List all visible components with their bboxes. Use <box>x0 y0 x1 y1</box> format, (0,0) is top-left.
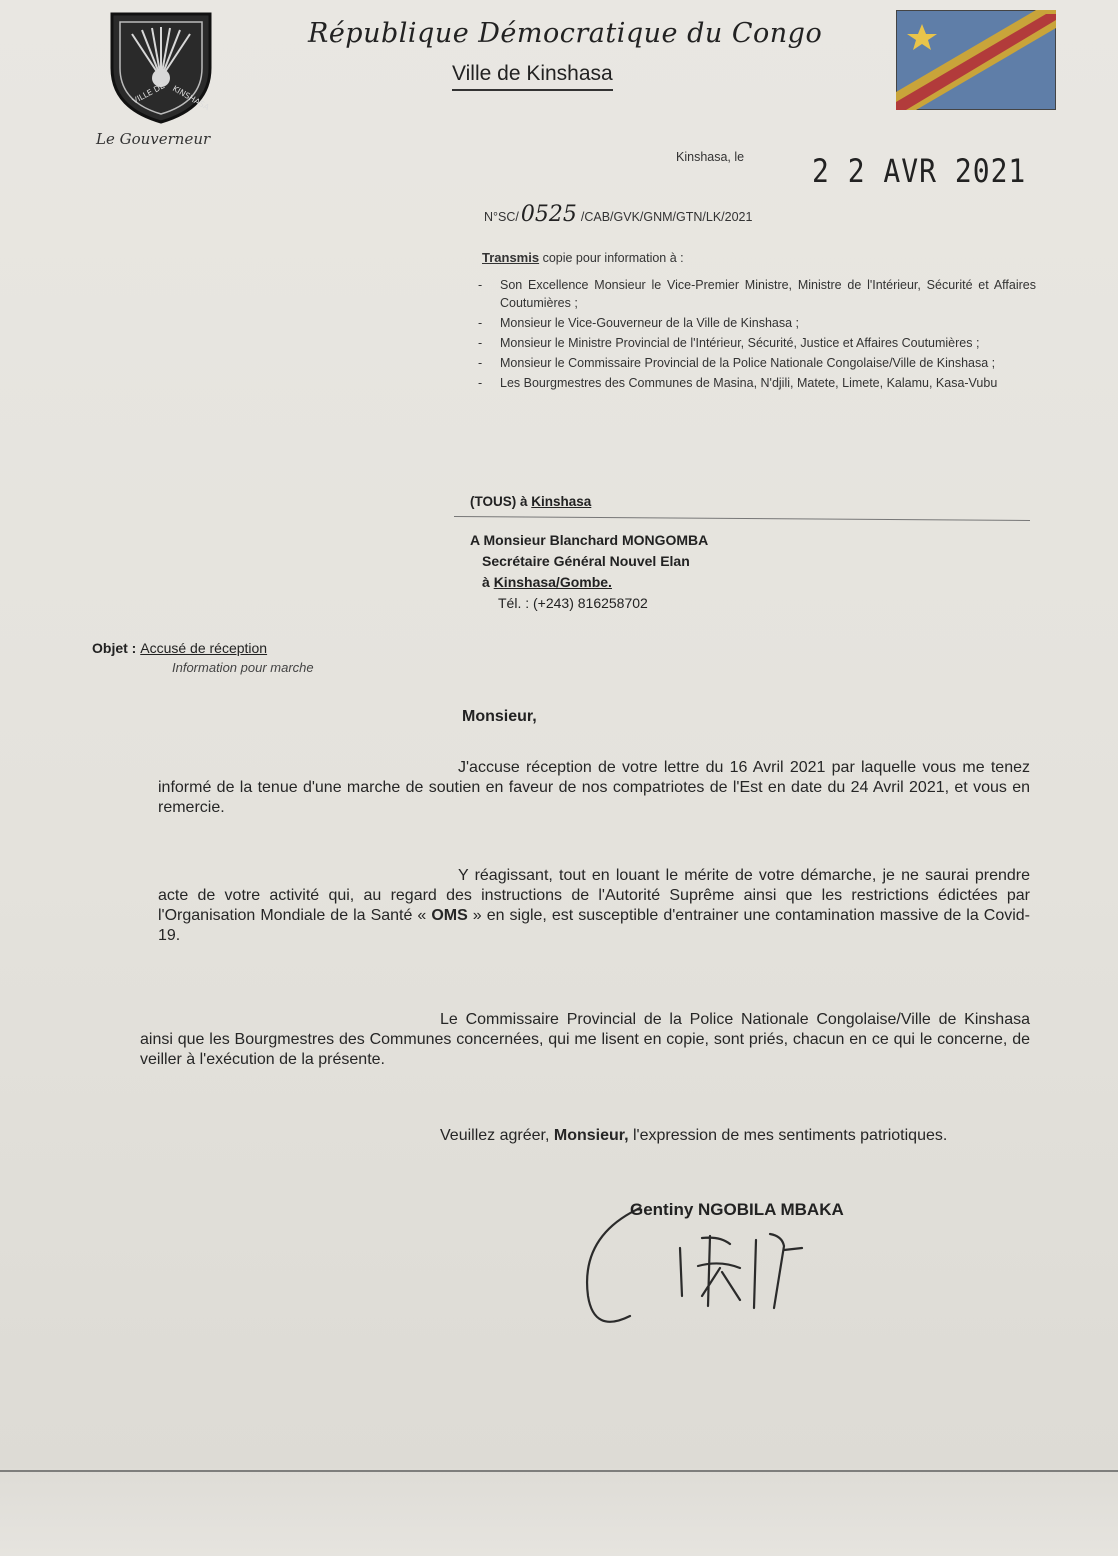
tous-prefix: (TOUS) à <box>470 494 532 509</box>
paragraph-text: Veuillez agréer, <box>440 1127 554 1144</box>
addressee-block <box>470 530 708 614</box>
body-paragraph-2 <box>158 866 1030 946</box>
date-label: Kinshasa, le <box>676 150 745 164</box>
list-item: - Les Bourgmestres des Communes de Masina, N'djili, Matete, Limete, Kalamu, Kasa-Vubu <box>476 374 1036 392</box>
subject-label: Objet : <box>92 640 141 656</box>
list-item: - Monsieur le Commissaire Provincial de la Police Nationale Congolaise/Ville de Kinshasa ; <box>476 354 1036 372</box>
list-item: - Son Excellence Monsieur le Vice-Premier Ministre, Ministre de l'Intérieur, Sécurité et Affaires Coutumières ; <box>476 276 1036 312</box>
closing-monsieur: Monsieur, <box>553 1127 629 1144</box>
salutation: Monsieur, <box>462 708 537 725</box>
closing-paragraph <box>140 1126 1030 1146</box>
paragraph-text: l'expression de mes sentiments patriotiques. <box>628 1127 948 1144</box>
tous-line <box>470 494 591 509</box>
body-paragraph-1 <box>158 758 1030 818</box>
body-paragraph-3 <box>140 1010 1030 1070</box>
addressee-title: Secrétaire Général Nouvel Elan <box>482 553 690 569</box>
city-heading: Ville de Kinshasa <box>452 62 613 91</box>
divider <box>0 1470 1118 1472</box>
kinshasa-emblem-logo <box>98 8 224 126</box>
page-bottom-fold <box>0 1468 1118 1556</box>
divider <box>454 516 1030 521</box>
subject-block <box>92 638 314 678</box>
list-item: - Monsieur le Ministre Provincial de l'Intérieur, Sécurité, Justice et Affaires Coutumières ; <box>476 334 1036 352</box>
paragraph-text: J'accuse réception de votre lettre du 16 Avril 2021 par laquelle vous me tenez informé de la tenue d'une marche de soutien en faveur de nos compatriotes de l'Est en date du 24 Avril 2021, et vous en remercie. <box>158 759 1030 816</box>
svg-text:VILLE DE: VILLE DE <box>130 81 167 106</box>
reference-number <box>484 202 752 227</box>
addressee-location-place: Kinshasa/Gombe. <box>493 574 612 590</box>
drc-flag-icon <box>896 10 1056 110</box>
transmis-line <box>482 250 684 265</box>
paragraph-text: Le Commissaire Provincial de la Police Nationale Congolaise/Ville de Kinshasa ainsi que les Bourgmestres des Communes concernées, qui me lisent en copie, sont priés, chacun en ce qui le concerne, de veiller à l'exécution de la présente. <box>140 1011 1030 1068</box>
reference-prefix: N°SC/ <box>484 210 519 224</box>
transmis-text: copie pour information à : <box>539 251 684 265</box>
date-stamp: 2 2 AVR 2021 <box>812 152 1027 190</box>
reference-handwritten-number: 0525 <box>520 202 577 227</box>
governor-caption: Le Gouverneur <box>96 130 211 148</box>
reference-suffix: /CAB/GVK/GNM/GTN/LK/2021 <box>580 210 753 224</box>
copy-recipients-list <box>476 276 1036 394</box>
tous-place: Kinshasa <box>531 494 592 509</box>
paragraph-text: » en sigle, est susceptible d'entrainer une contamination massive de la Covid-19. <box>158 907 1031 944</box>
transmis-label: Transmis <box>482 250 540 265</box>
addressee-phone: Tél. : (+243) 816258702 <box>498 595 648 611</box>
svg-text:KINSHASA: KINSHASA <box>171 83 211 113</box>
paragraph-text: Y réagissant, tout en louant le mérite de votre démarche, je ne saurai prendre acte de votre activité qui, au regard des instructions de l'Autorité Suprême ainsi que les restrictions édictées par l'Organisation Mondiale de la Santé « <box>158 867 1030 924</box>
list-item: - Monsieur le Vice-Gouverneur de la Ville de Kinshasa ; <box>476 314 1036 332</box>
signer-name: Gentiny NGOBILA MBAKA <box>630 1200 844 1219</box>
subject-subtitle: Information pour marche <box>172 660 314 675</box>
addressee-location <box>470 572 708 593</box>
republic-heading: République Démocratique du Congo <box>308 18 823 49</box>
oms-acronym: OMS <box>431 907 468 924</box>
addressee-location-prefix: à <box>482 574 494 590</box>
subject-title: Accusé de réception <box>140 640 268 656</box>
addressee-name: A Monsieur Blanchard MONGOMBA <box>470 532 709 548</box>
